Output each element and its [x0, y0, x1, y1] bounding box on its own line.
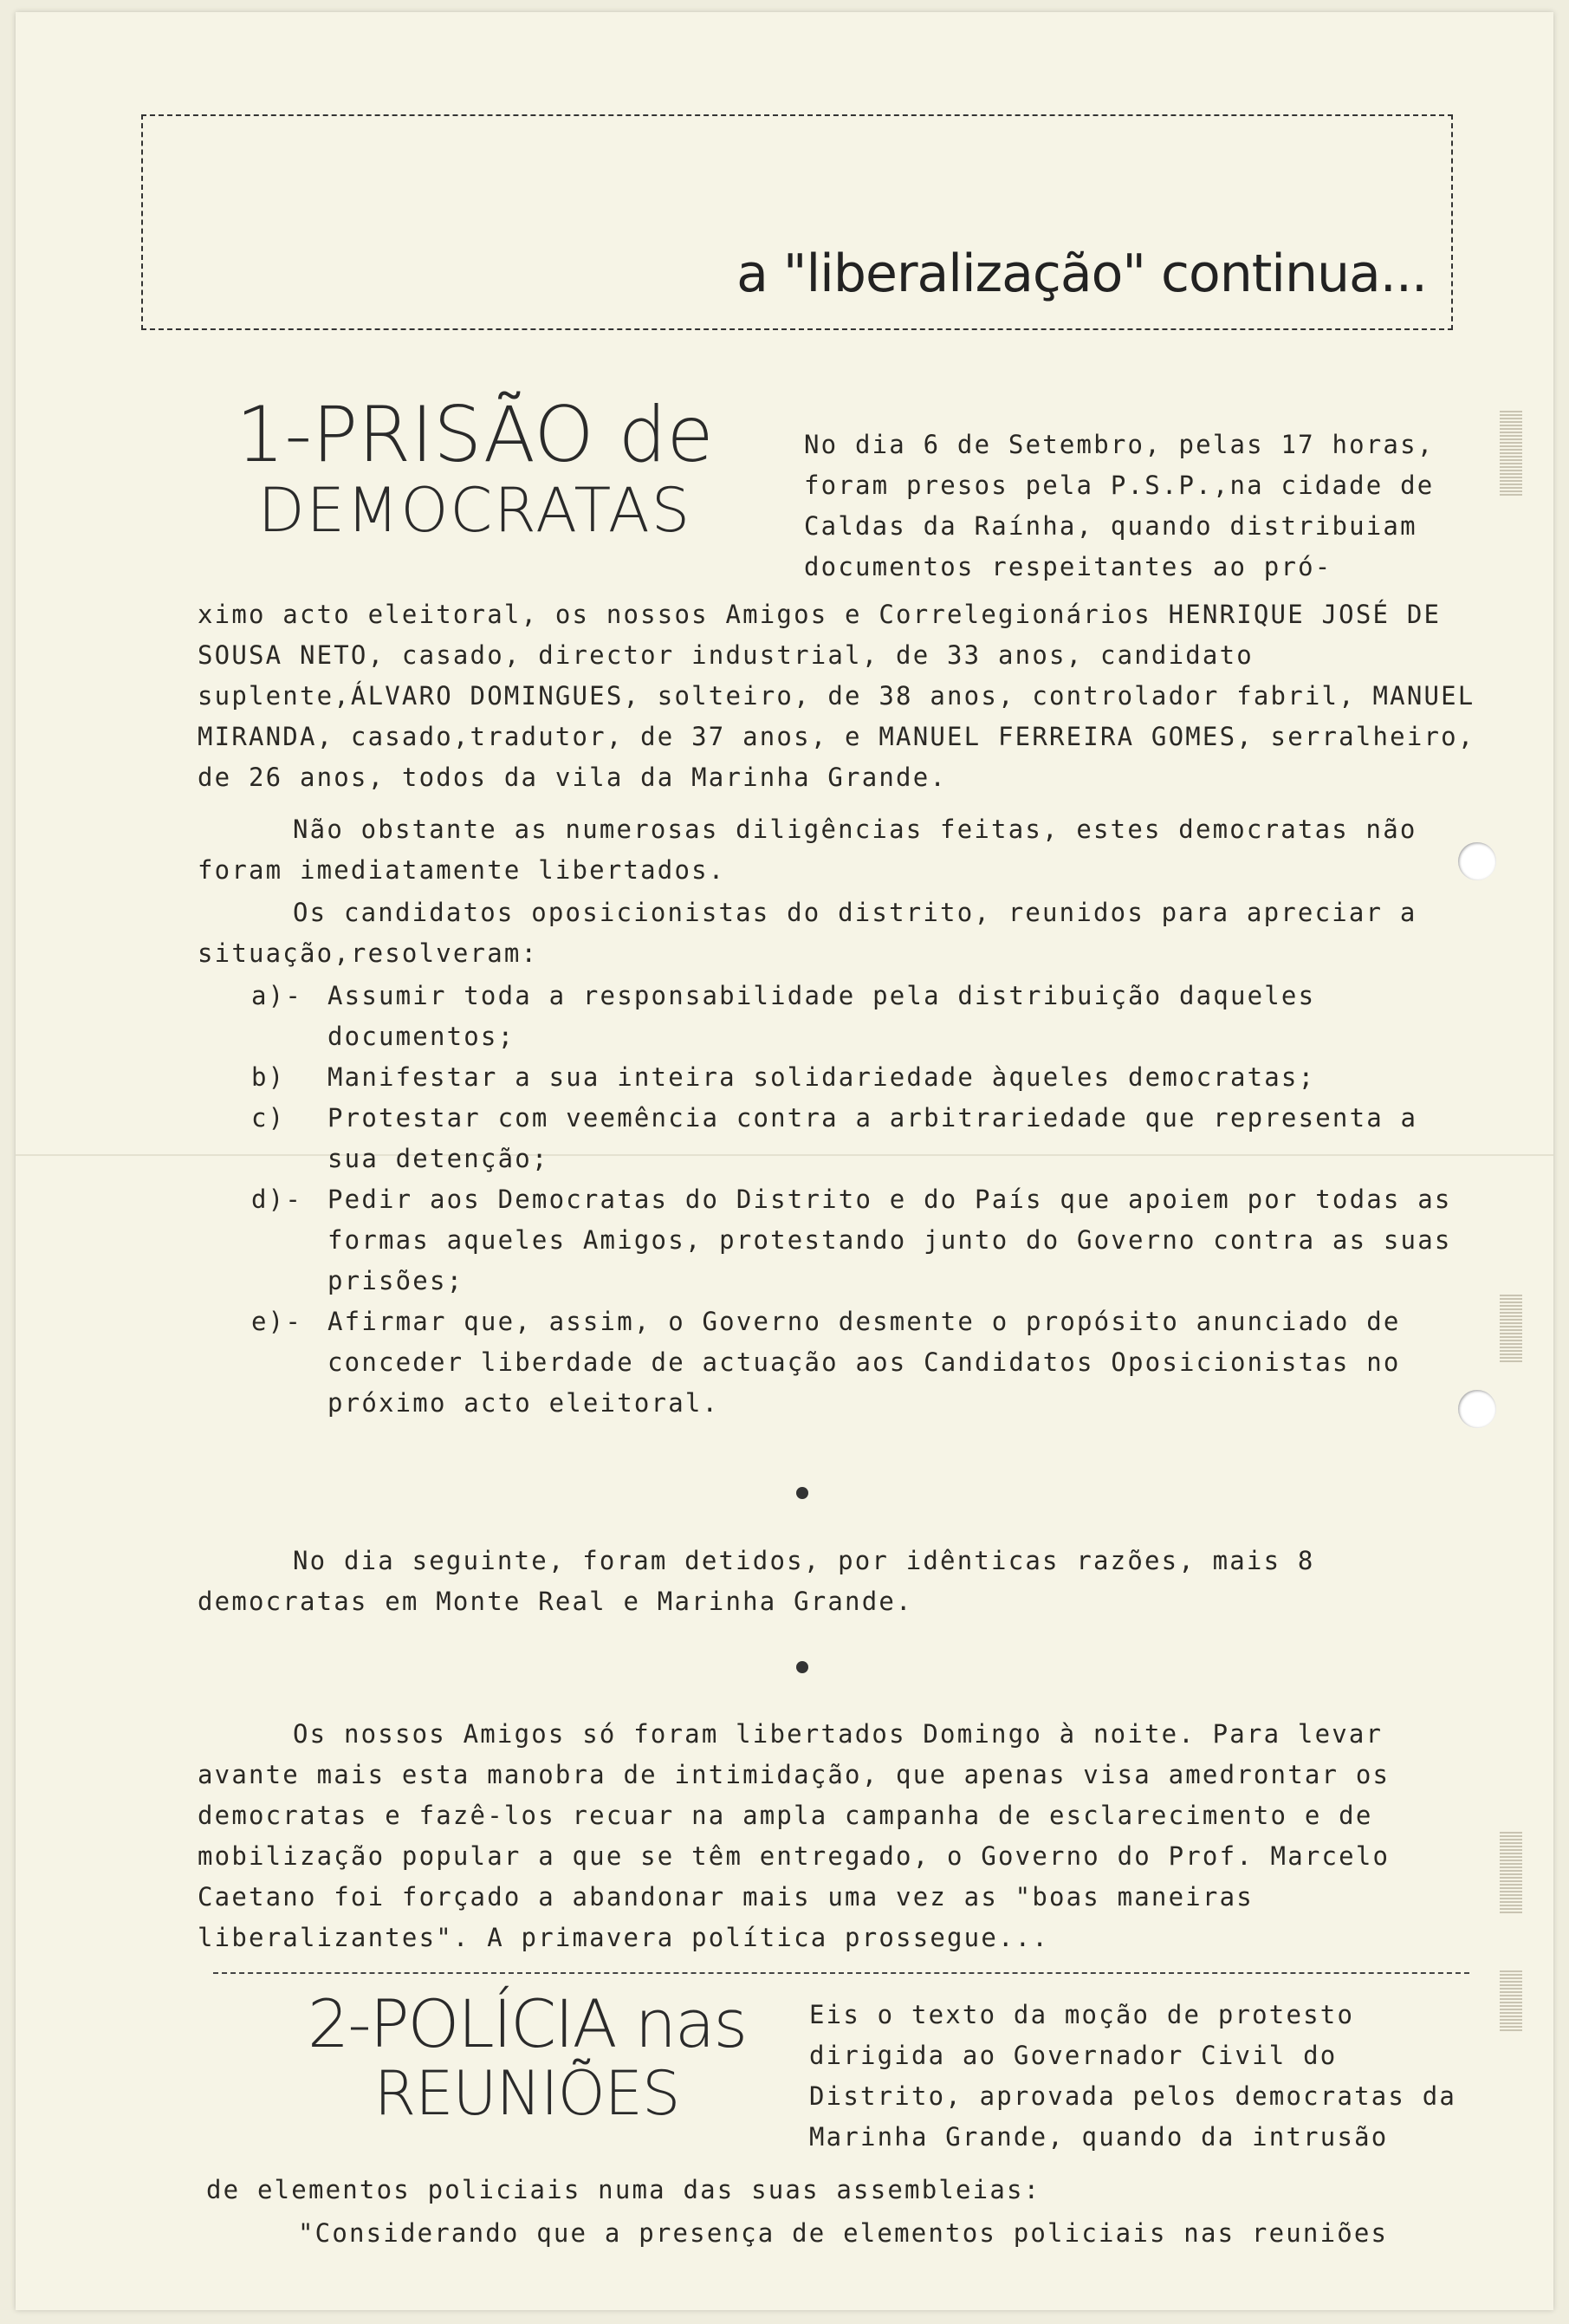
section1-title	[232, 390, 717, 546]
binder-hole	[1458, 1390, 1496, 1428]
binder-hole	[1458, 842, 1496, 880]
section1-intro-right: No dia 6 de Setembro, pelas 17 horas, foram presos pela P.S.P.,na cidade de Caldas da Raínha, quando distribuiam documentos respeitantes ao pró-	[804, 430, 1435, 581]
section2-intro-right: Eis o texto da moção de protesto dirigida ao Governador Civil do Distrito, aprovada pelos democratas da Marinha Grande, quando da intrusão	[809, 2000, 1457, 2152]
scan-mark	[1500, 1970, 1522, 2031]
section-divider	[213, 1972, 1469, 1974]
resolution-marker: c)	[251, 1103, 286, 1133]
section2-quote: "Considerando que a presença de elementos policiais nas reuniões	[298, 2218, 1389, 2248]
resolution-marker: b)	[251, 1062, 286, 1092]
section2-title-line1: 2-POLÍCIA nas	[307, 1985, 747, 2062]
section2-title	[276, 1985, 778, 2129]
resolution-text: Protestar com veemência contra a arbitrariedade que representa a sua detenção;	[327, 1103, 1418, 1173]
scan-mark	[1500, 1295, 1522, 1362]
section1-intro-full: ximo acto eleitoral, os nossos Amigos e Correlegionários HENRIQUE JOSÉ DE SOUSA NETO, casado, director industrial, de 33 anos, candidato suplente,ÁLVARO DOMINGUES, solteiro, de 38 anos, controlador fabril, MANUEL MIRANDA, casado,tradutor, de 37 anos, e MANUEL FERREIRA GOMES, serralheiro, de 26 anos, todos da vila da Marinha Grande.	[198, 600, 1475, 792]
scan-mark	[1500, 1832, 1522, 1913]
section1-paragraph-4: No dia seguinte, foram detidos, por idênticas razões, mais 8 democratas em Monte Real e Marinha Grande.	[198, 1546, 1315, 1616]
resolution-item	[251, 1057, 1481, 1098]
resolution-text: Pedir aos Democratas do Distrito e do País que apoiem por todas as formas aqueles Amigos, protestando junto do Governo contra as suas prisões;	[327, 1185, 1452, 1295]
header-box	[141, 114, 1453, 330]
resolution-item	[251, 1302, 1481, 1424]
resolution-text: Afirmar que, assim, o Governo desmente o propósito anunciado de conceder liberdade de actuação aos Candidatos Oposicionistas no próximo acto eleitoral.	[327, 1307, 1401, 1418]
resolution-text: Manifestar a sua inteira solidariedade àqueles democratas;	[327, 1062, 1316, 1092]
document-page	[16, 12, 1553, 2310]
separator-bullet	[796, 1661, 808, 1673]
resolution-marker: e)-	[251, 1307, 302, 1336]
section1-paragraph-2: Não obstante as numerosas diligências feitas, estes democratas não foram imediatamente libertados.	[198, 815, 1417, 885]
separator-bullet	[796, 1487, 808, 1499]
resolution-marker: a)-	[251, 981, 302, 1010]
resolution-item	[251, 976, 1481, 1057]
resolution-marker: d)-	[251, 1185, 302, 1214]
section1-paragraph-3: Os candidatos oposicionistas do distrito, reunidos para apreciar a situação,resolveram:	[198, 898, 1417, 968]
section1-paragraph-5: Os nossos Amigos só foram libertados Domingo à noite. Para levar avante mais esta manobra de intimidação, que apenas visa amedrontar os democratas e fazê-los recuar na ampla campanha de esclarecimento e de mobilização popular a que se têm entregado, o Governo do Prof. Marcelo Caetano foi forçado a abandonar mais uma vez as "boas maneiras liberalizantes". A primavera política prossegue...	[198, 1719, 1391, 1952]
resolutions-list	[251, 976, 1481, 1424]
resolution-text: Assumir toda a responsabilidade pela distribuição daqueles documentos;	[327, 981, 1316, 1051]
header-slogan: a "liberalização" continua...	[736, 243, 1427, 304]
resolution-item	[251, 1098, 1481, 1179]
section1-title-line1: 1-PRISÃO de	[236, 390, 714, 479]
section1-title-line2: DEMOCRATAS	[257, 474, 692, 546]
section2-intro-full: de elementos policiais numa das suas assembleias:	[206, 2175, 1041, 2204]
scan-mark	[1500, 411, 1522, 496]
section2-title-line2: REUNIÕES	[373, 2057, 680, 2129]
resolution-item	[251, 1179, 1481, 1302]
